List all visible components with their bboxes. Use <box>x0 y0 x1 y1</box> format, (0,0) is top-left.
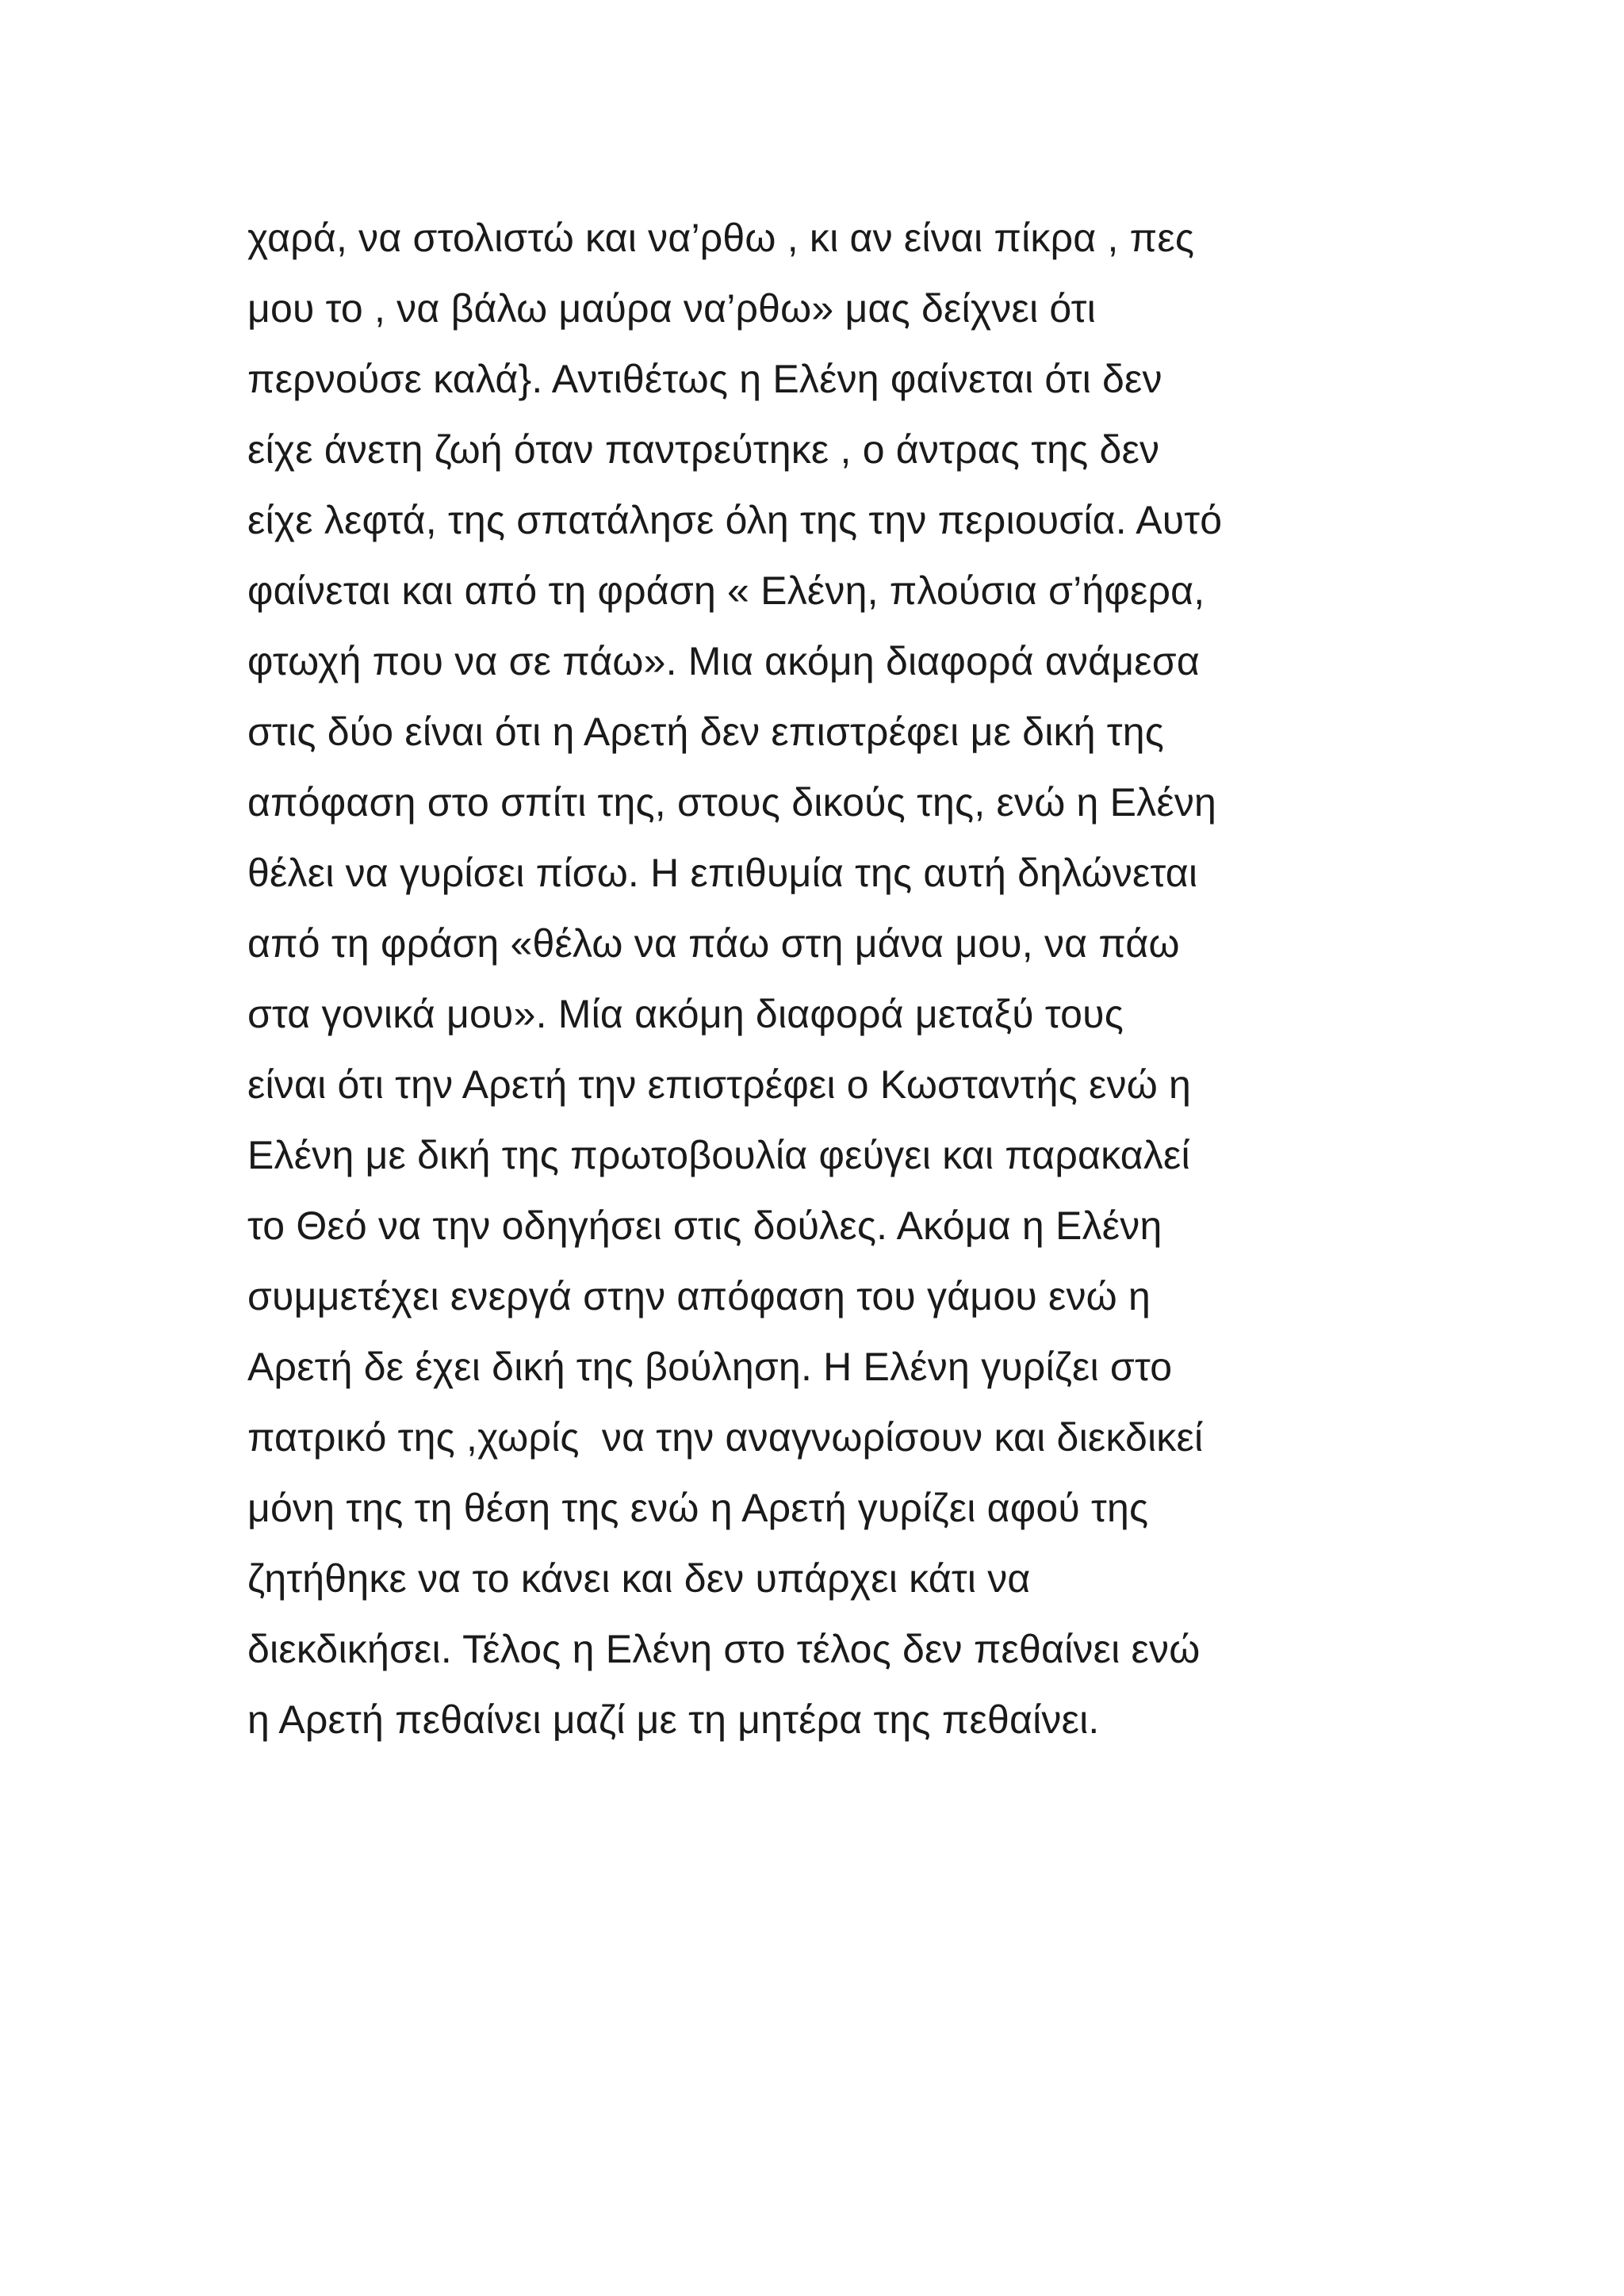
text-line-5: είχε λεφτά, της σπατάλησε όλη της την περιουσία. Αυτό <box>247 498 1223 542</box>
text-line-1: χαρά, να στολιστώ και να’ρθω , κι αν είναι πίκρα , πες <box>247 216 1195 260</box>
text-line-17: Αρετή δε έχει δική της βούληση. Η Ελένη γυρίζει στο <box>247 1345 1173 1389</box>
text-line-16: συμμετέχει ενεργά στην απόφαση του γάμου ενώ η <box>247 1274 1151 1318</box>
text-line-14: Ελένη με δική της πρωτοβουλία φεύγει και παρακαλεί <box>247 1133 1190 1177</box>
text-line-21: διεκδικήσει. Τέλος η Ελένη στο τέλος δεν πεθαίνει ενώ <box>247 1627 1201 1671</box>
text-line-12: στα γονικά μου». Μία ακόμη διαφορά μεταξύ τους <box>247 992 1124 1036</box>
text-line-20: ζητήθηκε να το κάνει και δεν υπάρχει κάτι να <box>247 1556 1031 1601</box>
text-line-4: είχε άνετη ζωή όταν παντρεύτηκε , ο άντρας της δεν <box>247 427 1160 472</box>
text-line-10: θέλει να γυρίσει πίσω. Η επιθυμία της αυτή δηλώνεται <box>247 851 1198 895</box>
text-line-22: η Αρετή πεθαίνει μαζί με τη μητέρα της πεθαίνει. <box>247 1697 1100 1742</box>
text-line-2: μου το , να βάλω μαύρα να’ρθω» μας δείχνει ότι <box>247 286 1096 331</box>
text-line-3: περνούσε καλά}. Αντιθέτως η Ελένη φαίνεται ότι δεν <box>247 357 1162 401</box>
text-line-11: από τη φράση «θέλω να πάω στη μάνα μου, να πάω <box>247 921 1180 966</box>
text-line-9: απόφαση στο σπίτι της, στους δικούς της, ενώ η Ελένη <box>247 780 1217 825</box>
text-line-15: το Θεό να την οδηγήσει στις δούλες. Ακόμα η Ελένη <box>247 1203 1162 1248</box>
text-line-19: μόνη της τη θέση της ενώ η Αρετή γυρίζει αφού της <box>247 1486 1149 1530</box>
text-line-8: στις δύο είναι ότι η Αρετή δεν επιστρέφει με δική της <box>247 710 1165 754</box>
text-line-13: είναι ότι την Αρετή την επιστρέφει ο Κωσταντής ενώ η <box>247 1062 1192 1107</box>
text-line-7: φτωχή που να σε πάω». Μια ακόμη διαφορά ανάμεσα <box>247 639 1200 683</box>
body-text <box>247 203 1437 1755</box>
text-line-6: φαίνεται και από τη φράση « Ελένη, πλούσια σ’ήφερα, <box>247 568 1205 613</box>
text-line-18: πατρικό της ,χωρίς να την αναγνωρίσουν και διεκδικεί <box>247 1415 1204 1460</box>
